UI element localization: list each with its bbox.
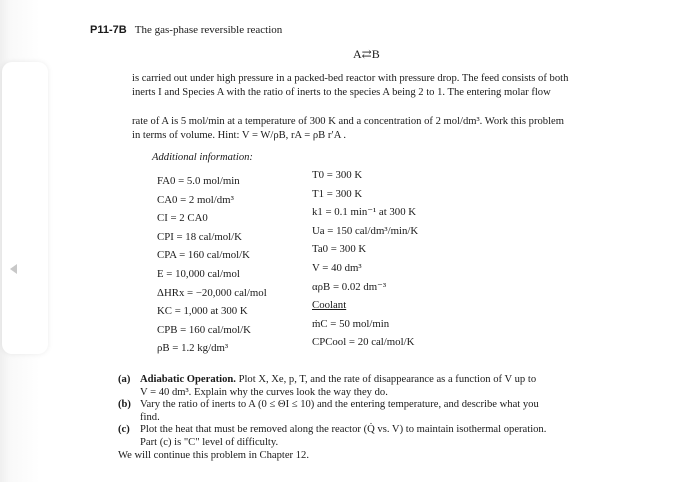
parameter-item: CPCool = 20 cal/mol/K <box>312 336 415 349</box>
additional-info-heading: Additional information: <box>152 152 253 163</box>
text-line: inerts I and Species A with the ratio of inerts to the species A being 2 to 1. The entering molar flow <box>132 86 551 98</box>
text-line: rate of A is 5 mol/min at a temperature of 300 K and a concentration of 2 mol/dm³. Work this problem <box>132 116 564 127</box>
parameters-left-column <box>157 172 267 358</box>
coolant-heading: Coolant <box>312 299 347 312</box>
parameter-item: KC = 1,000 at 300 K <box>157 305 248 318</box>
part-label: (a) <box>118 374 131 385</box>
text-line: in terms of volume. Hint: V = W/ρB, rA = ρB r′A . <box>132 129 347 141</box>
parameters-right-column <box>312 166 418 352</box>
problem-id: P11-7B <box>90 24 127 36</box>
parameter-item: k1 = 0.1 min⁻¹ at 300 K <box>312 206 417 219</box>
parameter-item: ΔHRx = −20,000 cal/mol <box>157 286 267 299</box>
part-text: Plot the heat that must be removed along the reactor (Q̇ vs. V) to maintain isothermal operation. <box>140 424 547 436</box>
parameter-item: CPA = 160 cal/mol/K <box>157 249 250 262</box>
part-text: Vary the ratio of inerts to A (0 ≤ ΘI ≤ 10) and the entering temperature, and describe what you <box>140 399 539 411</box>
back-arrow-icon[interactable] <box>10 264 17 274</box>
part-b <box>118 399 546 412</box>
parameter-item: Ta0 = 300 K <box>312 243 367 256</box>
part-c <box>118 424 546 437</box>
part-label: (c) <box>118 424 130 436</box>
parameter-item: αρB = 0.02 dm⁻³ <box>312 280 387 293</box>
problem-parts <box>118 374 546 462</box>
part-a <box>118 374 546 387</box>
problem-paragraph-1 <box>132 72 568 99</box>
parameter-item: ṁC = 50 mol/min <box>312 317 390 330</box>
parameter-item: CPI = 18 cal/mol/K <box>157 230 242 243</box>
problem-title: The gas-phase reversible reaction <box>134 24 283 36</box>
parameter-item: T1 = 300 K <box>312 187 363 200</box>
parameter-item: ρB = 1.2 kg/dm³ <box>157 342 229 355</box>
part-text: V = 40 dm³. Explain why the curves look the way they do. <box>140 386 388 398</box>
closing-note: We will continue this problem in Chapter 12. <box>118 449 309 461</box>
part-title: Adiabatic Operation. <box>140 374 236 385</box>
parameter-item: V = 40 dm³ <box>312 261 362 274</box>
part-label: (b) <box>118 399 131 411</box>
text-line: is carried out under high pressure in a packed-bed reactor with pressure drop. The feed consists of both <box>132 73 569 84</box>
parameter-item: FA0 = 5.0 mol/min <box>157 175 240 187</box>
parameter-item: E = 10,000 cal/mol <box>157 267 240 280</box>
parameter-item: T0 = 300 K <box>312 169 363 181</box>
parameter-item: CPB = 160 cal/mol/K <box>157 323 251 336</box>
parameter-item: Ua = 150 cal/dm³/min/K <box>312 224 419 237</box>
side-panel-tab[interactable] <box>2 62 48 354</box>
part-text: Plot X, Xe, p, T, and the rate of disappearance as a function of V up to <box>238 374 537 385</box>
problem-header <box>90 24 282 36</box>
problem-paragraph-2 <box>132 115 564 142</box>
part-text: Part (c) is "C" level of difficulty. <box>140 436 279 448</box>
parameter-item: CA0 = 2 mol/dm³ <box>157 193 234 206</box>
part-text: find. <box>140 411 160 423</box>
reaction-equation: A⇄B <box>353 47 380 61</box>
parameter-item: CI = 2 CA0 <box>157 212 208 225</box>
